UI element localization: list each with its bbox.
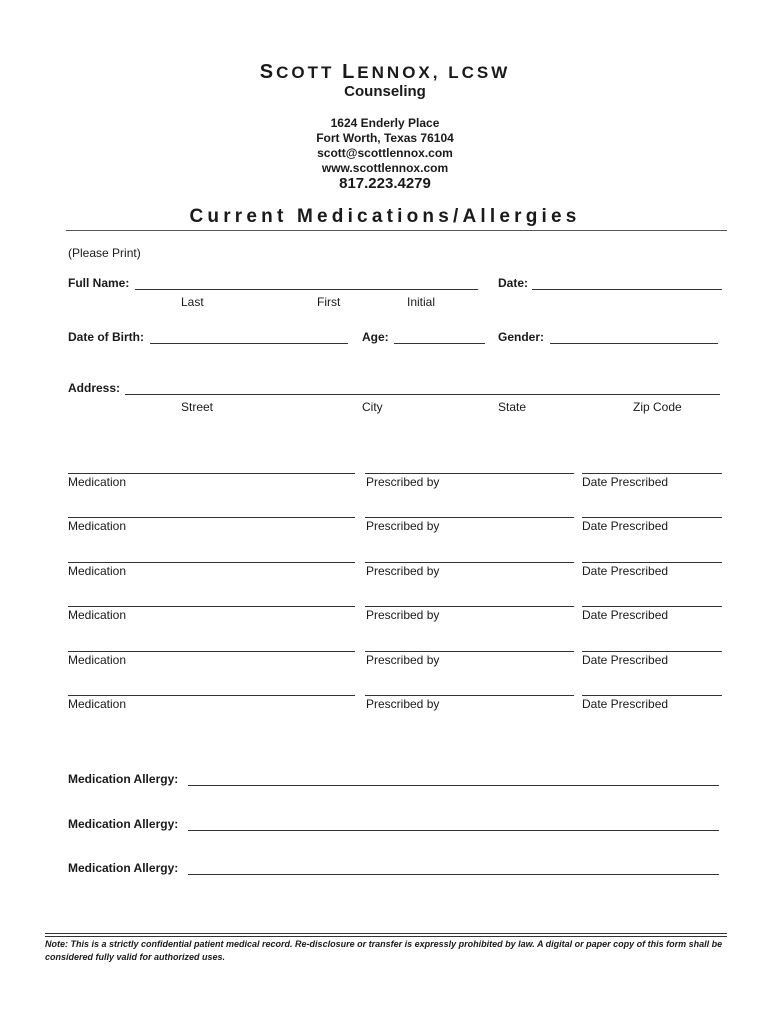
allergy-field[interactable] [188, 830, 719, 831]
full-name-field[interactable] [135, 289, 478, 290]
dob-label: Date of Birth: [68, 330, 144, 344]
date-prescribed-caption: Date Prescribed [582, 608, 669, 622]
medication-field[interactable] [68, 695, 355, 696]
date-prescribed-field[interactable] [582, 695, 722, 696]
date-prescribed-field[interactable] [582, 517, 722, 518]
website: www.scottlennox.com [321, 161, 449, 175]
email: scott@scottlennox.com [317, 146, 453, 160]
address-part-state: State [498, 400, 527, 414]
prescribed-by-field[interactable] [365, 562, 574, 563]
practice-name: SCOTT LENNOX, LCSW [259, 61, 511, 83]
allergy-field[interactable] [188, 874, 719, 875]
name-part-initial: Initial [407, 295, 436, 309]
street-address: 1624 Enderly Place [330, 116, 440, 130]
medication-field[interactable] [68, 473, 355, 474]
address-part-zip: Zip Code [633, 400, 682, 414]
date-prescribed-field[interactable] [582, 562, 722, 563]
age-label: Age: [362, 330, 389, 344]
print-instruction: (Please Print) [68, 246, 141, 260]
date-prescribed-field[interactable] [582, 606, 722, 607]
gender-field[interactable] [550, 343, 718, 344]
form-title: Current Medications/Allergies [189, 206, 581, 227]
medication-caption: Medication [68, 653, 127, 667]
medication-field[interactable] [68, 651, 355, 652]
allergy-label: Medication Allergy: [68, 817, 179, 831]
allergy-label: Medication Allergy: [68, 772, 179, 786]
prescribed-by-field[interactable] [365, 606, 574, 607]
allergy-label: Medication Allergy: [68, 861, 179, 875]
prescribed-by-field[interactable] [365, 651, 574, 652]
medication-caption: Medication [68, 519, 127, 533]
date-prescribed-field[interactable] [582, 473, 722, 474]
phone-number: 817.223.4279 [339, 175, 431, 192]
dob-field[interactable] [150, 343, 348, 344]
address-label: Address: [68, 381, 121, 395]
date-prescribed-field[interactable] [582, 651, 722, 652]
confidentiality-note: Note: This is a strictly confidential patient medical record. Re-disclosure or transfer is expressly prohibited by law. A digital or paper copy of this form shall be considered fully valid for authorized uses. [45, 939, 723, 962]
prescribed-by-caption: Prescribed by [366, 519, 440, 533]
name-part-last: Last [181, 295, 204, 309]
medication-caption: Medication [68, 475, 127, 489]
gender-label: Gender: [498, 330, 545, 344]
medication-field[interactable] [68, 606, 355, 607]
medication-field[interactable] [68, 562, 355, 563]
date-label: Date: [498, 276, 529, 290]
age-field[interactable] [394, 343, 485, 344]
prescribed-by-caption: Prescribed by [366, 608, 440, 622]
footer-rule [45, 933, 727, 937]
practice-subtitle: Counseling [344, 83, 426, 100]
date-prescribed-caption: Date Prescribed [582, 475, 669, 489]
prescribed-by-field[interactable] [365, 473, 574, 474]
title-rule [66, 230, 727, 231]
full-name-label: Full Name: [68, 276, 130, 290]
date-prescribed-caption: Date Prescribed [582, 697, 669, 711]
address-part-street: Street [181, 400, 214, 414]
name-part-first: First [317, 295, 341, 309]
prescribed-by-caption: Prescribed by [366, 564, 440, 578]
date-field[interactable] [532, 289, 722, 290]
prescribed-by-caption: Prescribed by [366, 653, 440, 667]
date-prescribed-caption: Date Prescribed [582, 564, 669, 578]
prescribed-by-caption: Prescribed by [366, 475, 440, 489]
address-part-city: City [362, 400, 383, 414]
date-prescribed-caption: Date Prescribed [582, 653, 669, 667]
allergy-field[interactable] [188, 785, 719, 786]
date-prescribed-caption: Date Prescribed [582, 519, 669, 533]
city-state-zip: Fort Worth, Texas 76104 [316, 131, 454, 145]
address-field[interactable] [125, 394, 720, 395]
medication-field[interactable] [68, 517, 355, 518]
prescribed-by-field[interactable] [365, 695, 574, 696]
medication-caption: Medication [68, 697, 127, 711]
prescribed-by-field[interactable] [365, 517, 574, 518]
medication-caption: Medication [68, 608, 127, 622]
medication-caption: Medication [68, 564, 127, 578]
prescribed-by-caption: Prescribed by [366, 697, 440, 711]
